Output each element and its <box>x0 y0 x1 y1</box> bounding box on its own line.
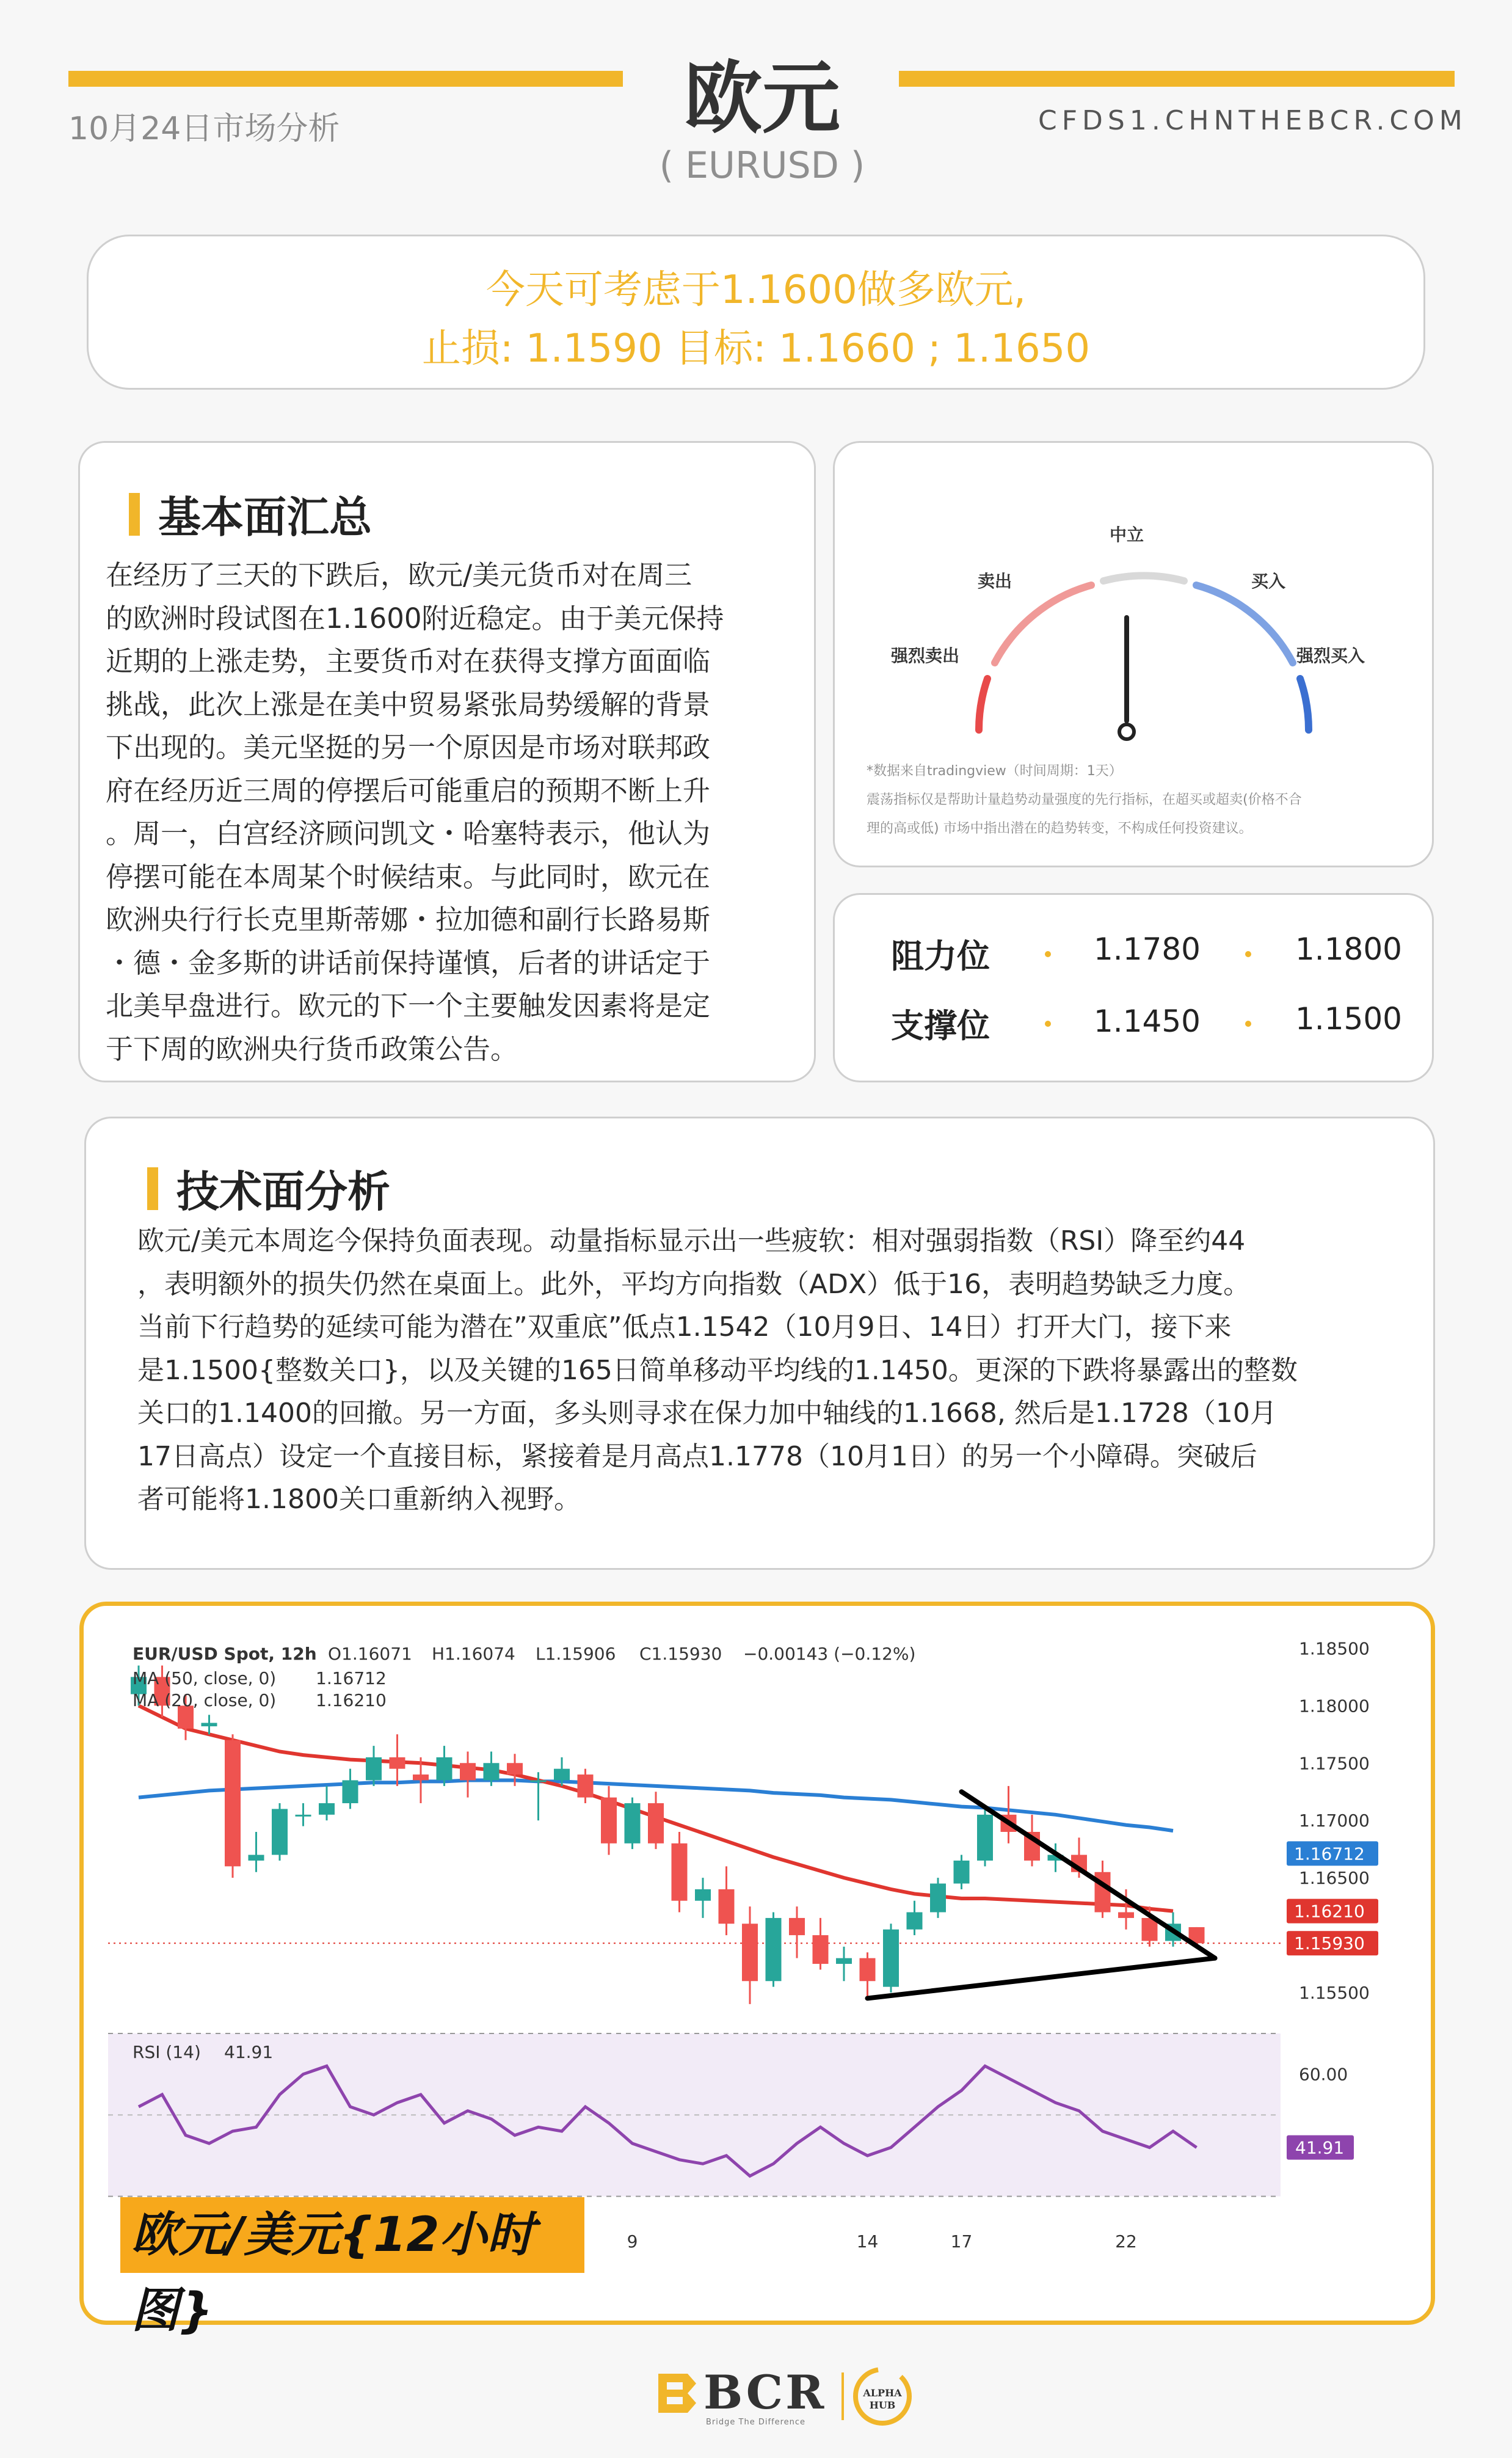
technical-card <box>84 1117 1435 1570</box>
ma50-label: MA (50, close, 0) <box>133 1668 277 1688</box>
candle-body <box>625 1803 641 1844</box>
text-line: 于下周的欧洲央行货币政策公告。 <box>106 1032 518 1065</box>
chart-card <box>79 1602 1435 2338</box>
header-left-bar <box>68 71 623 87</box>
gauge-arc-buy <box>1196 585 1293 663</box>
text-line: 17日高点）设定一个直接目标，紧接着是月高点1.1778（10月1日）的另一个小障碍。突破后 <box>137 1440 1257 1472</box>
gauge-arc-neutral <box>1103 575 1184 581</box>
candle-body <box>1118 1913 1134 1918</box>
time-tick-label: 17 <box>950 2231 973 2252</box>
text-line: 在经历了三天的下跌后，欧元/美元货币对在周三 <box>106 559 692 591</box>
candle-body <box>272 1809 288 1854</box>
candle-body <box>249 1855 264 1861</box>
header-right-bar <box>899 71 1455 87</box>
gauge-label-sell: 卖出 <box>977 571 1012 591</box>
bcr-logo-text: BCR <box>703 2365 827 2420</box>
chart-close: C1.15930 <box>639 1644 722 1664</box>
text-line: 近期的上涨走势，主要货币对在获得支撑方面面临 <box>106 645 711 677</box>
time-tick-label: 14 <box>856 2231 879 2252</box>
gauge-arc-strong-buy <box>1300 679 1309 730</box>
resistance-label: 阻力位 <box>891 937 990 976</box>
gauge-arc-strong-sell <box>979 679 987 730</box>
price-tag-label: 1.16210 <box>1294 1901 1365 1922</box>
candle-body <box>366 1757 382 1781</box>
candle-body <box>789 1918 805 1935</box>
gauge-label-neutral: 中立 <box>1109 525 1144 545</box>
rsi-tick-label: 60.00 <box>1299 2064 1348 2085</box>
candle <box>672 1832 688 1913</box>
candle-body <box>883 1930 899 1987</box>
alpha-hub-line-1: ALPHA <box>863 2387 902 2399</box>
resistance-value-1: 1.1780 <box>1094 932 1201 967</box>
candle-body <box>460 1763 476 1780</box>
chart-symbol: EUR/USD Spot, 12h <box>133 1644 317 1664</box>
candle-body <box>742 1924 758 1981</box>
candle-body <box>860 1958 876 1982</box>
gauge-note-line-3: 理的高或低) 市场中指出潜在的趋势转变，不构成任何投资建议。 <box>867 821 1252 836</box>
ma50-value: 1.16712 <box>316 1668 387 1688</box>
website-label: CFDS1.CHNTHEBCR.COM <box>1038 105 1467 136</box>
gauge-label-strong-sell: 强烈卖出 <box>890 646 960 666</box>
price-tick-label: 1.17000 <box>1299 1811 1370 1831</box>
candle <box>225 1734 241 1878</box>
price-tick-label: 1.17500 <box>1299 1753 1370 1774</box>
text-line: 关口的1.1400的回撤。另一方面，多头则寻求在保力加中轴线的1.1668, 然后是1.1728（10月 <box>137 1398 1277 1429</box>
candle-body <box>719 1889 735 1924</box>
text-line: 当前下行趋势的延续可能为潜在”双重底”低点1.1542（10月9日、14日）打开大门，接下来 <box>137 1311 1232 1343</box>
price-tag-label: 1.16712 <box>1294 1844 1365 1864</box>
price-tag-label: 1.15930 <box>1294 1933 1365 1954</box>
candle-body <box>413 1774 429 1780</box>
footer-logo <box>647 2357 928 2430</box>
price-tick-label: 1.18500 <box>1299 1638 1370 1659</box>
technical-text <box>137 1220 1408 1522</box>
candle <box>930 1878 946 1918</box>
chart-open: O1.16071 <box>328 1644 412 1664</box>
candle <box>766 1913 782 1987</box>
ma20-label: MA (20, close, 0) <box>133 1690 277 1710</box>
time-tick-label: 22 <box>1115 2231 1137 2252</box>
price-chart <box>108 1630 1409 2296</box>
fundamentals-text <box>106 554 796 1071</box>
gauge-note <box>867 757 1416 843</box>
gauge-note-line-2: 震荡指标仅是帮助计量趋势动量强度的先行指标，在超买或超卖(价格不合 <box>867 792 1302 808</box>
candle-body <box>578 1774 594 1798</box>
fundamentals-card <box>78 441 816 1082</box>
candle-body <box>648 1803 664 1844</box>
time-axis <box>627 2231 1137 2252</box>
gauge-label-strong-buy: 强烈买入 <box>1296 646 1365 666</box>
resistance-value-2: 1.1800 <box>1295 932 1402 967</box>
title-accent-bar <box>129 493 140 536</box>
candle-body <box>202 1723 217 1727</box>
candle-body <box>390 1757 405 1769</box>
text-line: ・德・金多斯的讲话前保持谨慎，后者的讲话定于 <box>106 946 711 979</box>
recommendation-line-1: 今天可考虑于1.1600做多欧元, <box>485 268 1027 313</box>
candle-body <box>554 1769 570 1781</box>
gauge-arc-sell <box>995 585 1091 663</box>
chart-change: −0.00143 (−0.12%) <box>743 1644 916 1664</box>
candle-body <box>766 1918 782 1981</box>
support-label: 支撑位 <box>891 1007 990 1045</box>
text-line: 的欧洲时段试图在1.1600附近稳定。由于美元保持 <box>106 602 724 635</box>
candle-body <box>977 1815 993 1861</box>
levels-card <box>833 893 1434 1082</box>
support-value-1: 1.1450 <box>1094 1004 1201 1039</box>
rsi-label: RSI (14) <box>133 2042 201 2062</box>
text-line: 挑战，此次上涨是在美中贸易紧张局势缓解的背景 <box>106 688 711 721</box>
text-line: 下出现的。美元坚挺的另一个原因是市场对联邦政 <box>106 731 711 764</box>
support-dot-2 <box>1245 1021 1251 1027</box>
recommendation-line-2: 止损: 1.1590 目标: 1.1660 ; 1.1650 <box>421 326 1091 371</box>
candle-body <box>813 1935 829 1964</box>
resistance-dot-2 <box>1245 951 1251 957</box>
text-line: 停摆可能在本周某个时候结束。与此同时，欧元在 <box>106 860 711 893</box>
gauge-label-buy: 买入 <box>1251 571 1286 591</box>
bcr-logo-icon <box>651 2369 700 2418</box>
candle <box>272 1803 288 1861</box>
gauge-note-line-1: *数据来自tradingview（时间周期：1天） <box>867 764 1122 779</box>
text-line: 北美早盘进行。欧元的下一个主要触发因素将是定 <box>106 990 711 1022</box>
candle <box>883 1924 899 1993</box>
text-line: 者可能将1.1800关口重新纳入视野。 <box>137 1484 581 1515</box>
fundamentals-title <box>129 483 372 545</box>
candle-body <box>672 1844 688 1901</box>
candle-body <box>836 1958 852 1964</box>
gauge-pivot <box>1119 724 1134 739</box>
time-tick-label: 9 <box>627 2231 638 2252</box>
logo-divider <box>841 2372 844 2420</box>
price-tags <box>1287 1841 1378 1955</box>
candle-body <box>319 1803 335 1815</box>
candle-body <box>601 1798 617 1844</box>
candle-body <box>907 1913 923 1930</box>
page-subtitle: ( EURUSD ) <box>659 144 865 187</box>
candle-body <box>531 1780 547 1782</box>
rsi-tag-label: 41.91 <box>1295 2137 1345 2158</box>
chart-low: L1.15906 <box>536 1644 616 1664</box>
page-title: 欧元 <box>683 53 840 144</box>
text-line: 欧元/美元本周迄今保持负面表现。动量指标显示出一些疲软：相对强弱指数（RSI）降至约44 <box>137 1225 1246 1256</box>
sentiment-gauge <box>835 492 1436 748</box>
candle-body <box>225 1740 241 1867</box>
support-dot-1 <box>1045 1021 1051 1027</box>
candle-body <box>930 1884 946 1913</box>
candle-body <box>695 1889 711 1901</box>
candle-body <box>343 1780 358 1803</box>
resistance-dot-1 <box>1045 951 1051 957</box>
price-tick-label: 1.18000 <box>1299 1696 1370 1716</box>
candle-body <box>484 1763 500 1780</box>
candle <box>977 1809 993 1866</box>
title-accent-bar <box>147 1167 158 1210</box>
support-value-2: 1.1500 <box>1295 1001 1402 1037</box>
ma20-value: 1.16210 <box>316 1690 387 1710</box>
candle-body <box>437 1757 453 1781</box>
candle-body <box>296 1815 311 1817</box>
text-line: 欧洲央行行长克里斯蒂娜・拉加德和副行长路易斯 <box>106 903 711 936</box>
recommendation-card <box>87 235 1425 390</box>
price-tick-label: 1.15500 <box>1299 1983 1370 2004</box>
chart-high: H1.16074 <box>432 1644 515 1664</box>
bcr-logo-tagline: Bridge The Difference <box>706 2418 806 2427</box>
alpha-hub-line-2: HUB <box>869 2399 896 2411</box>
text-line: ，表明额外的损失仍然在桌面上。此外，平均方向指数（ADX）低于16，表明趋势缺乏力度。 <box>137 1268 1251 1300</box>
technical-title <box>147 1158 390 1219</box>
candle <box>625 1798 641 1850</box>
chart-caption: 欧元/美元{12小时图} <box>120 2197 584 2273</box>
candle-body <box>507 1763 523 1774</box>
text-line: 府在经历近三周的停摆后可能重启的预期不断上升 <box>106 774 711 807</box>
price-tick-label: 1.16500 <box>1299 1868 1370 1889</box>
rsi-value-label: 41.91 <box>224 2042 274 2062</box>
rsi-band <box>108 2033 1348 2197</box>
date-label: 10月24日市场分析 <box>68 111 340 147</box>
fundamentals-title-text: 基本面汇总 <box>158 492 372 542</box>
candle-body <box>954 1861 970 1884</box>
gauge-card <box>833 441 1434 867</box>
text-line: 是1.1500{整数关口}，以及关键的165日简单移动平均线的1.1450。更深的下跌将暴露出的整数 <box>137 1354 1298 1386</box>
technical-title-text: 技术面分析 <box>176 1167 390 1217</box>
text-line: 。周一，白宫经济顾问凯文・哈塞特表示，他认为 <box>106 817 711 850</box>
